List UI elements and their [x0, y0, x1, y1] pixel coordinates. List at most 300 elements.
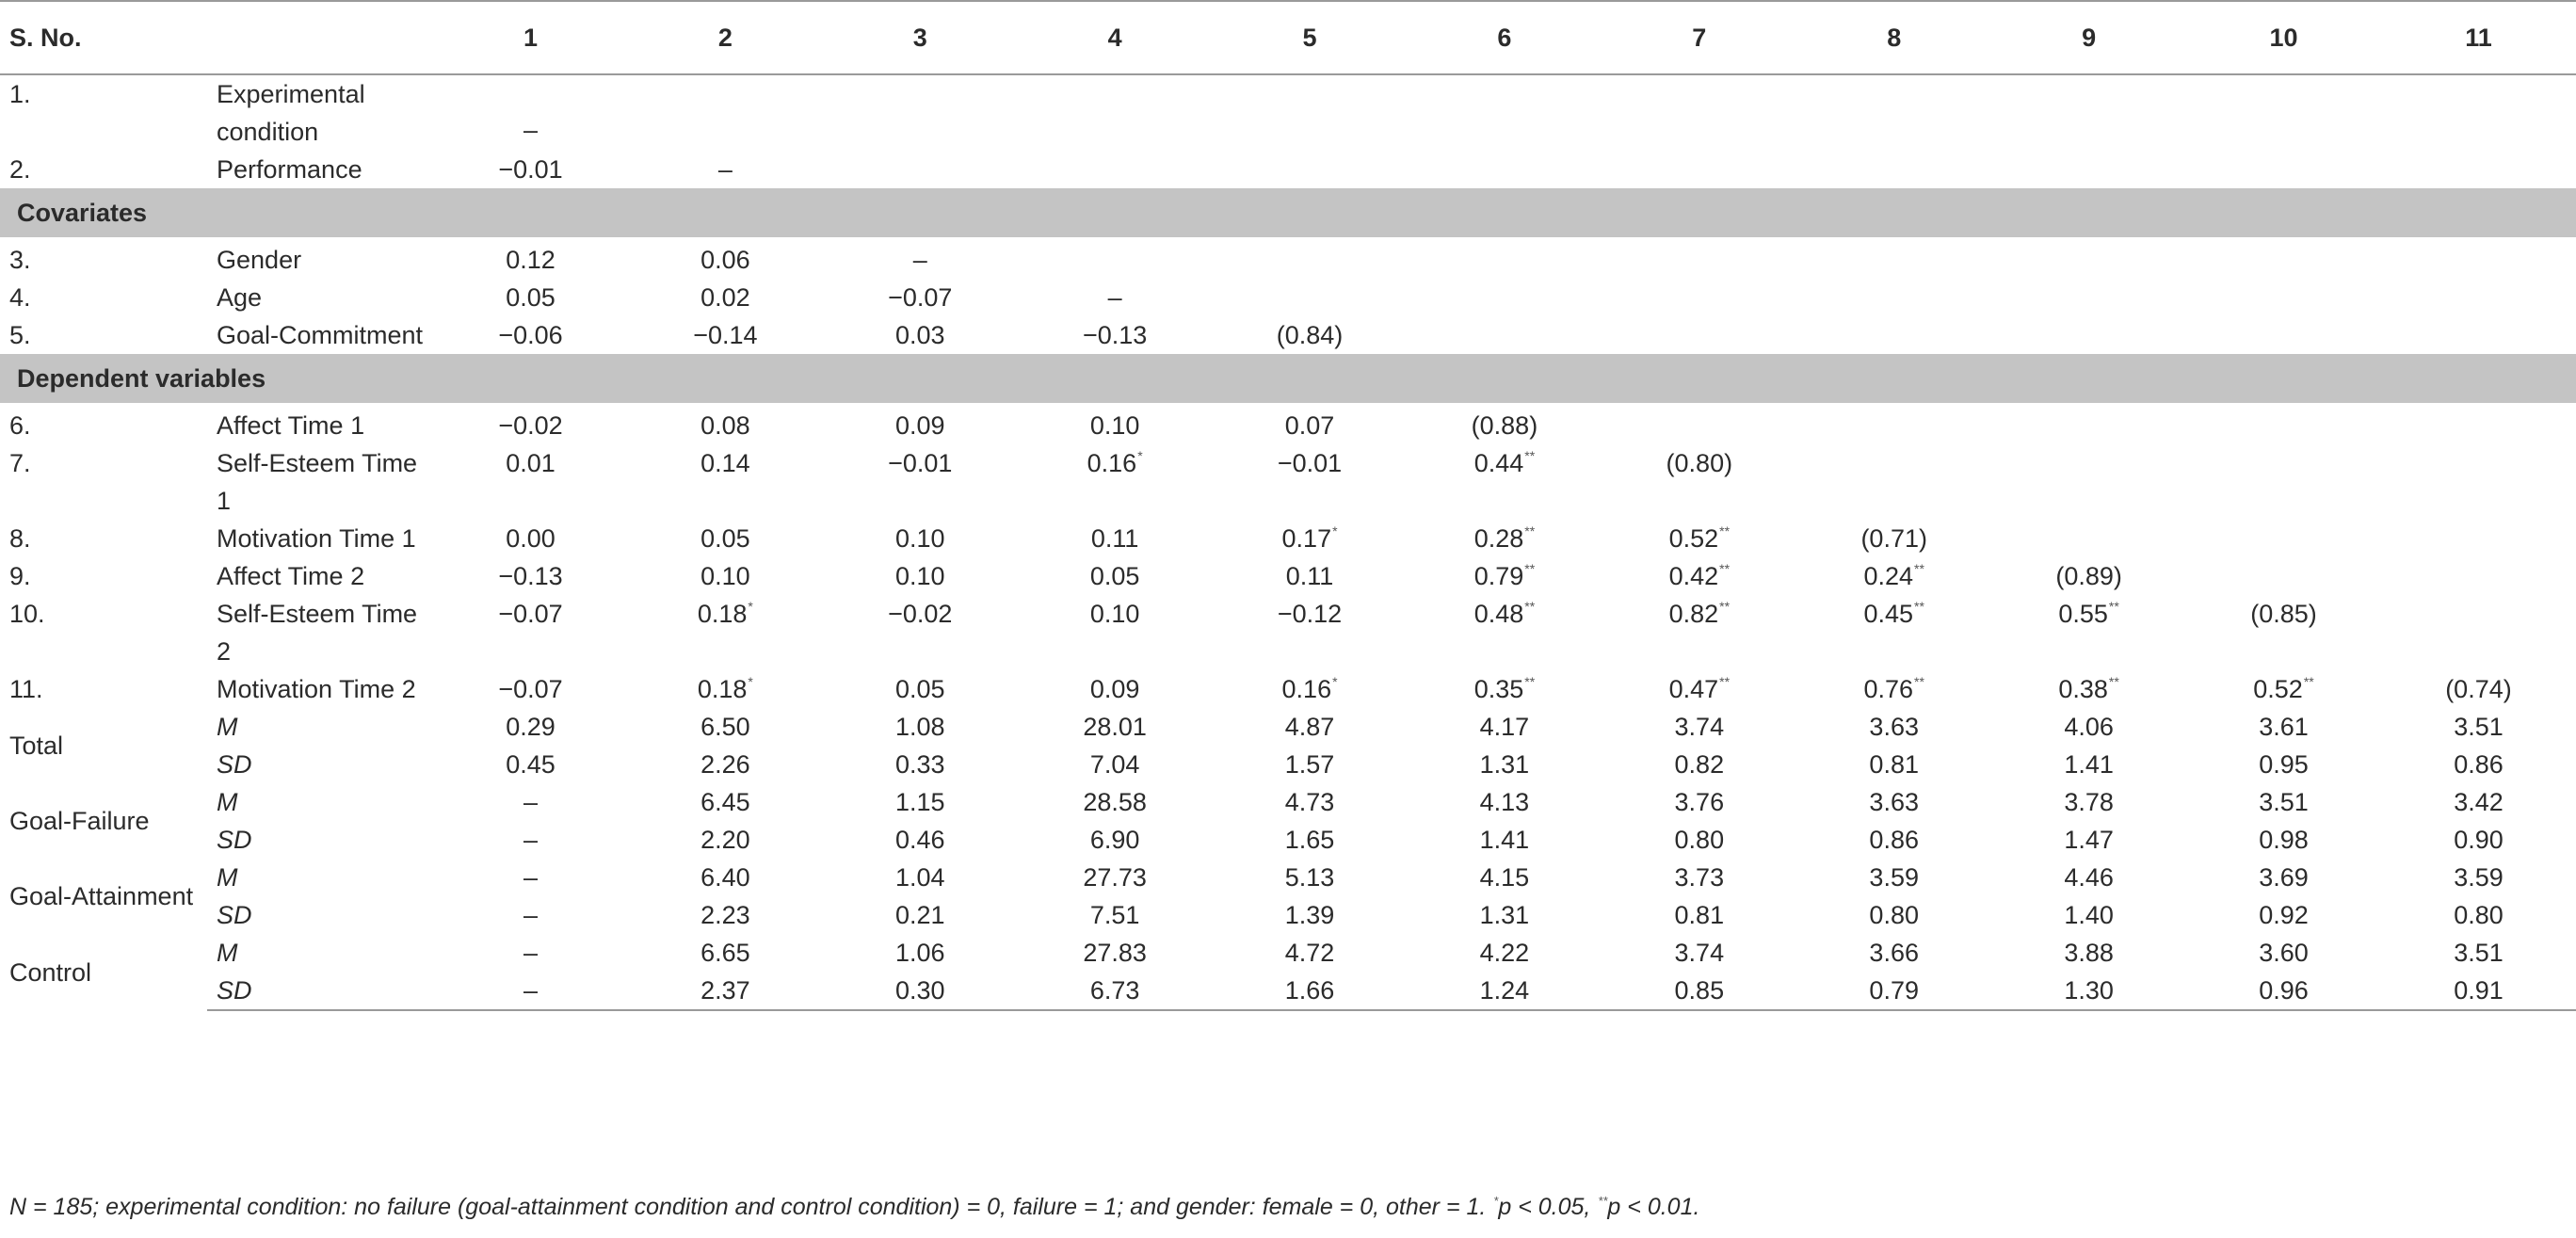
table-cell: [628, 595, 823, 670]
row-variable: Self-Esteem Time 2: [217, 600, 418, 666]
table-cell: [1213, 74, 1408, 151]
table-cell: [2186, 520, 2381, 557]
table-cell: 2.23: [700, 901, 750, 929]
table-cell: [1018, 279, 1213, 316]
cell-value: 0.12: [506, 246, 555, 274]
section-label: Dependent variables: [0, 354, 2576, 403]
table-cell: [1018, 74, 1213, 151]
table-cell: –: [523, 901, 538, 929]
significance-mark: *: [1332, 523, 1338, 539]
table-cell: [628, 316, 823, 354]
section-row: [0, 354, 2576, 403]
row-variable: Affect Time 1: [217, 411, 365, 440]
table-cell: [628, 74, 823, 151]
table-cell: [1018, 520, 1213, 557]
table-cell: [628, 403, 823, 444]
table-cell: 1.41: [1479, 826, 1530, 854]
table-cell: 3.74: [1674, 939, 1725, 967]
table-cell: [1796, 74, 1991, 151]
table-cell: 2.20: [700, 826, 750, 854]
cell-value: −0.07: [498, 600, 563, 628]
table-cell: [823, 151, 1018, 188]
cell-value: 0.76: [1863, 675, 1914, 703]
cell-value: (0.80): [1666, 449, 1733, 477]
cell-value: 0.24: [1863, 562, 1914, 590]
footnote-p2-text: p < 0.01.: [1607, 1194, 1700, 1220]
cell-value: −0.07: [888, 283, 953, 312]
table-cell: 1.30: [1991, 972, 2186, 1010]
cell-value: 0.09: [894, 411, 945, 440]
table-cell: [2381, 595, 2576, 670]
table-cell: 1.40: [2064, 901, 2114, 929]
table-cell: 0.81: [1674, 901, 1725, 929]
table-cell: 0.86: [2454, 750, 2504, 779]
cell-value: (0.71): [1860, 524, 1927, 553]
footnote-p1-mark: *: [1493, 1194, 1499, 1208]
stat-label: M: [217, 939, 238, 967]
table-cell: [2186, 557, 2381, 595]
footnote-p1-text: p < 0.05,: [1498, 1194, 1598, 1220]
table-cell: [1018, 557, 1213, 595]
table-cell: [1991, 279, 2186, 316]
table-cell: [1018, 403, 1213, 444]
table-cell: [1407, 557, 1602, 595]
row-variable: Performance: [217, 155, 362, 184]
table-cell: 3.66: [1869, 939, 1919, 967]
cell-value: –: [523, 116, 538, 144]
table-cell: 3.74: [1674, 713, 1725, 741]
row-number: 9.: [9, 562, 31, 590]
significance-mark: **: [1524, 523, 1536, 539]
table-cell: [1213, 557, 1408, 595]
row-variable: Experimental condition: [217, 80, 365, 146]
cell-value: 0.82: [1668, 600, 1719, 628]
cell-value: (0.85): [2250, 600, 2317, 628]
cell-value: 0.10: [894, 524, 945, 553]
cell-value: 0.05: [894, 675, 945, 703]
table-cell: 0.29: [506, 713, 555, 741]
cell-value: 0.10: [1089, 411, 1140, 440]
cell-value: −0.13: [1082, 321, 1148, 349]
table-cell: [2381, 670, 2576, 708]
table-cell: [628, 444, 823, 520]
cell-value: 0.00: [506, 524, 555, 553]
table-cell: 0.21: [894, 901, 945, 929]
table-cell: [433, 557, 628, 595]
table-cell: [1213, 237, 1408, 279]
group-name: Goal-Attainment: [9, 882, 194, 910]
header-col-3: 3: [823, 1, 1018, 74]
table-row: [0, 316, 2576, 354]
row-variable: Motivation Time 1: [217, 524, 416, 553]
table-cell: 0.46: [894, 826, 945, 854]
header-col-6: 6: [1407, 1, 1602, 74]
table-cell: 27.73: [1083, 863, 1147, 892]
stat-row: [0, 859, 2576, 896]
table-cell: [2381, 520, 2576, 557]
table-row: [0, 520, 2576, 557]
significance-mark: *: [748, 674, 753, 689]
cell-value: 0.09: [1089, 675, 1140, 703]
table-cell: 1.47: [2064, 826, 2114, 854]
table-cell: 0.85: [1602, 972, 1796, 1010]
header-col-7: 7: [1602, 1, 1796, 74]
table-row: [0, 595, 2576, 670]
table-cell: [433, 403, 628, 444]
table-cell: [1991, 444, 2186, 520]
table-cell: [823, 316, 1018, 354]
table-cell: 28.58: [1083, 788, 1147, 816]
cell-value: 0.18: [697, 675, 748, 703]
significance-mark: **: [1524, 561, 1536, 576]
table-header: [0, 1, 2576, 74]
table-cell: 27.83: [1083, 939, 1147, 967]
table-cell: [1018, 595, 1213, 670]
table-cell: [1602, 444, 1796, 520]
cell-value: 0.08: [700, 411, 750, 440]
cell-value: −0.01: [498, 155, 563, 184]
cell-value: 0.01: [506, 449, 555, 477]
significance-mark: **: [1524, 448, 1536, 463]
stat-row: [0, 821, 2576, 859]
table-cell: [2381, 444, 2576, 520]
table-cell: [1796, 316, 1991, 354]
table-cell: 3.60: [2259, 939, 2309, 967]
table-cell: [433, 316, 628, 354]
row-variable: Goal-Commitment: [217, 321, 424, 349]
table-row: [0, 74, 2576, 151]
cell-value: 0.18: [697, 600, 748, 628]
table-cell: [1602, 403, 1796, 444]
cell-value: −0.02: [888, 600, 953, 628]
table-cell: [2381, 74, 2576, 151]
table-cell: [1407, 403, 1602, 444]
table-cell: [1991, 670, 2186, 708]
cell-value: –: [1107, 283, 1122, 312]
table-row: [0, 670, 2576, 708]
significance-mark: *: [1332, 674, 1338, 689]
cell-value: 0.07: [1284, 411, 1335, 440]
cell-value: 0.06: [700, 246, 750, 274]
table-cell: [1018, 444, 1213, 520]
table-cell: 6.40: [700, 863, 750, 892]
table-cell: [2186, 595, 2381, 670]
table-cell: [433, 74, 628, 151]
header-serial-number: S. No.: [0, 1, 207, 74]
cell-value: 0.52: [1668, 524, 1719, 553]
table-cell: 0.80: [2454, 901, 2504, 929]
table-cell: 1.08: [894, 713, 945, 741]
header-col-5: 5: [1213, 1, 1408, 74]
table-cell: 4.87: [1284, 713, 1335, 741]
cell-value: 0.47: [1668, 675, 1719, 703]
cell-value: 0.02: [700, 283, 750, 312]
table-cell: [1991, 151, 2186, 188]
table-cell: [2381, 237, 2576, 279]
table-cell: 1.04: [894, 863, 945, 892]
table-cell: [433, 520, 628, 557]
row-number: 6.: [9, 411, 31, 440]
table-cell: [2381, 151, 2576, 188]
table-cell: 3.76: [1674, 788, 1725, 816]
stat-label: SD: [217, 826, 252, 854]
table-cell: [1796, 151, 1991, 188]
significance-mark: **: [1914, 674, 1924, 689]
significance-mark: *: [1137, 448, 1143, 463]
header-variable: [207, 1, 433, 74]
table-cell: –: [433, 972, 628, 1010]
cell-value: (0.74): [2445, 675, 2512, 703]
table-cell: 4.06: [2064, 713, 2114, 741]
table-cell: –: [523, 826, 538, 854]
significance-mark: *: [748, 599, 753, 614]
table-cell: [628, 670, 823, 708]
table-cell: 0.79: [1796, 972, 1991, 1010]
table-cell: [1213, 151, 1408, 188]
table-cell: 28.01: [1083, 713, 1147, 741]
table-cell: 0.80: [1869, 901, 1919, 929]
table-cell: [433, 595, 628, 670]
footnote-p2-mark: **: [1598, 1194, 1608, 1208]
stat-row: [0, 708, 2576, 746]
cell-value: 0.05: [700, 524, 750, 553]
significance-mark: **: [1719, 674, 1731, 689]
cell-value: 0.28: [1473, 524, 1524, 553]
table-cell: 0.95: [2259, 750, 2309, 779]
cell-value: 0.10: [700, 562, 750, 590]
table-cell: [1796, 557, 1991, 595]
cell-value: 0.55: [2058, 600, 2108, 628]
cell-value: 0.42: [1668, 562, 1719, 590]
table-cell: 3.63: [1869, 788, 1919, 816]
table-cell: [1213, 444, 1408, 520]
cell-value: −0.12: [1277, 600, 1343, 628]
table-cell: [1407, 444, 1602, 520]
table-cell: –: [523, 863, 538, 892]
table-cell: [2186, 670, 2381, 708]
table-cell: 2.26: [700, 750, 750, 779]
stat-row: [0, 746, 2576, 783]
significance-mark: **: [1524, 599, 1536, 614]
table-cell: [823, 444, 1018, 520]
table-cell: [1796, 595, 1991, 670]
table-cell: 0.45: [506, 750, 555, 779]
table-cell: 0.90: [2454, 826, 2504, 854]
cell-value: 0.16: [1281, 675, 1332, 703]
table-cell: [2186, 403, 2381, 444]
stat-row: [0, 896, 2576, 934]
table-cell: [1407, 151, 1602, 188]
table-cell: [628, 557, 823, 595]
cell-value: −0.01: [1277, 449, 1343, 477]
table-cell: 0.96: [2186, 972, 2381, 1010]
cell-value: –: [717, 155, 733, 184]
table-cell: 0.33: [894, 750, 945, 779]
table-cell: 0.80: [1674, 826, 1725, 854]
row-number: 2.: [9, 155, 31, 184]
table-cell: [1991, 403, 2186, 444]
table-cell: 1.39: [1284, 901, 1335, 929]
table-cell: [1407, 74, 1602, 151]
stat-label: SD: [217, 901, 252, 929]
row-variable: Gender: [217, 246, 302, 274]
significance-mark: **: [1914, 599, 1924, 614]
table-cell: 3.78: [2064, 788, 2114, 816]
table-cell: 0.92: [2259, 901, 2309, 929]
group-name: Control: [9, 957, 92, 987]
table-row: [0, 237, 2576, 279]
row-variable: Motivation Time 2: [217, 675, 416, 703]
table-cell: [1991, 237, 2186, 279]
table-cell: 0.30: [823, 972, 1018, 1010]
table-cell: 3.51: [2259, 788, 2309, 816]
significance-mark: **: [1719, 523, 1731, 539]
table-cell: 5.13: [1284, 863, 1335, 892]
table-cell: [1602, 557, 1796, 595]
row-number: 5.: [9, 321, 31, 349]
table-cell: 6.45: [700, 788, 750, 816]
table-cell: [1407, 279, 1602, 316]
row-variable: Age: [217, 283, 263, 312]
stat-label: M: [217, 788, 238, 816]
table-cell: [1796, 403, 1991, 444]
table-cell: [628, 279, 823, 316]
row-number: 4.: [9, 283, 31, 312]
cell-value: (0.89): [2055, 562, 2122, 590]
table-cell: –: [523, 939, 538, 967]
cell-value: 0.44: [1473, 449, 1524, 477]
table-cell: [1991, 74, 2186, 151]
stat-label: SD: [217, 750, 252, 779]
table-cell: 3.59: [2454, 863, 2504, 892]
table-cell: 4.13: [1479, 788, 1530, 816]
cell-value: 0.79: [1473, 562, 1524, 590]
table-cell: [2186, 151, 2381, 188]
table-cell: [1602, 520, 1796, 557]
table-cell: [2186, 444, 2381, 520]
table-cell: [1602, 670, 1796, 708]
table-cell: [1407, 520, 1602, 557]
table-cell: 0.98: [2259, 826, 2309, 854]
table-cell: [823, 403, 1018, 444]
significance-mark: **: [1719, 599, 1731, 614]
table-cell: [1991, 595, 2186, 670]
table-cell: [1407, 237, 1602, 279]
table-cell: [433, 444, 628, 520]
table-cell: [433, 237, 628, 279]
table-cell: [1796, 444, 1991, 520]
table-cell: 0.86: [1869, 826, 1919, 854]
table-cell: [2381, 279, 2576, 316]
table-cell: 2.37: [628, 972, 823, 1010]
stat-label: SD: [207, 972, 433, 1010]
table-cell: 4.22: [1479, 939, 1530, 967]
table-cell: [433, 279, 628, 316]
table-cell: [1991, 520, 2186, 557]
row-number: 8.: [9, 524, 31, 553]
stat-row: [0, 934, 2576, 972]
cell-value: 0.03: [894, 321, 945, 349]
table-cell: [823, 557, 1018, 595]
stat-label: M: [217, 713, 238, 741]
header-col-4: 4: [1018, 1, 1213, 74]
table-cell: [1213, 670, 1408, 708]
table-cell: 6.50: [700, 713, 750, 741]
table-cell: [823, 237, 1018, 279]
table-footnote: [9, 1194, 1699, 1221]
stat-row: [0, 783, 2576, 821]
cell-value: 0.17: [1281, 524, 1332, 553]
table-cell: 1.31: [1479, 901, 1530, 929]
table-cell: [2186, 237, 2381, 279]
table-cell: [1407, 670, 1602, 708]
table-cell: [433, 151, 628, 188]
cell-value: 0.38: [2058, 675, 2108, 703]
cell-value: −0.13: [498, 562, 563, 590]
table-cell: 7.51: [1089, 901, 1140, 929]
table-cell: [1602, 316, 1796, 354]
stat-row: [0, 972, 2576, 1010]
table-cell: 7.04: [1089, 750, 1140, 779]
table-cell: 3.63: [1869, 713, 1919, 741]
cell-value: 0.05: [1089, 562, 1140, 590]
row-number: 7.: [9, 449, 31, 477]
table-cell: 3.88: [2064, 939, 2114, 967]
cell-value: −0.02: [498, 411, 563, 440]
table-cell: 1.57: [1284, 750, 1335, 779]
table-cell: [2186, 279, 2381, 316]
significance-mark: **: [1719, 561, 1731, 576]
table-cell: 0.91: [2381, 972, 2576, 1010]
table-cell: [2186, 74, 2381, 151]
table-body: [0, 74, 2576, 1010]
table-cell: [1407, 595, 1602, 670]
table-cell: 6.73: [1018, 972, 1213, 1010]
cell-value: –: [912, 246, 927, 274]
table-cell: 4.72: [1284, 939, 1335, 967]
cell-value: 0.45: [1863, 600, 1914, 628]
table-cell: 0.82: [1674, 750, 1725, 779]
significance-mark: **: [2303, 674, 2314, 689]
header-col-1: 1: [433, 1, 628, 74]
row-number: 11.: [9, 675, 43, 703]
table-cell: 3.59: [1869, 863, 1919, 892]
cell-value: 0.14: [700, 449, 750, 477]
cell-value: 0.11: [1090, 524, 1139, 553]
table-cell: [628, 151, 823, 188]
table-cell: [2381, 403, 2576, 444]
table-cell: 4.46: [2064, 863, 2114, 892]
table-cell: [1991, 316, 2186, 354]
table-cell: [1213, 316, 1408, 354]
table-row: [0, 557, 2576, 595]
table-cell: 1.65: [1284, 826, 1335, 854]
cell-value: 0.10: [894, 562, 945, 590]
table-cell: [628, 237, 823, 279]
table-cell: 4.73: [1284, 788, 1335, 816]
table-cell: 4.15: [1479, 863, 1530, 892]
row-number: 10.: [9, 600, 45, 628]
table-cell: [1991, 557, 2186, 595]
table-cell: [1796, 520, 1991, 557]
cell-value: (0.84): [1276, 321, 1344, 349]
table-cell: [1796, 237, 1991, 279]
header-col-10: 10: [2186, 1, 2381, 74]
cell-value: 0.35: [1473, 675, 1524, 703]
table-cell: [1602, 237, 1796, 279]
row-variable: Self-Esteem Time 1: [217, 449, 418, 515]
cell-value: −0.14: [693, 321, 758, 349]
